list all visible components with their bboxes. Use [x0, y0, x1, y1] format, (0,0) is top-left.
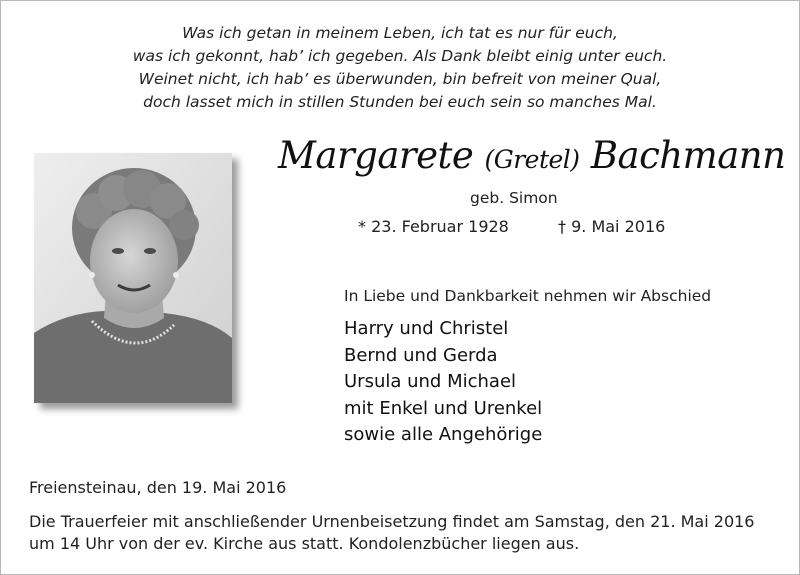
- mourner-entry: Bernd und Gerda: [344, 344, 498, 366]
- mourner-entry: mit Enkel und Urenkel: [344, 397, 543, 419]
- service-line: um 14 Uhr von der ev. Kirche aus statt. Kondolenzbücher liegen aus.: [29, 534, 580, 553]
- deceased-name: [278, 134, 785, 177]
- portrait-photo: [34, 153, 232, 403]
- last-name: Bachmann: [590, 134, 786, 177]
- place-and-date: Freiensteinau, den 19. Mai 2016: [29, 478, 287, 497]
- mourner-entry: sowie alle Angehörige: [344, 424, 543, 445]
- farewell-text: In Liebe und Dankbarkeit nehmen wir Abschied: [344, 287, 712, 305]
- poem-line: doch lasset mich in stillen Stunden bei euch sein so manches Mal.: [143, 93, 657, 111]
- death-date: † 9. Mai 2016: [558, 217, 666, 236]
- mourner-entry: Ursula und Michael: [344, 371, 517, 392]
- portrait-image: [34, 153, 232, 403]
- mourners-list: [344, 316, 542, 449]
- poem-line: Was ich getan in meinem Leben, ich tat es nur für euch,: [182, 24, 618, 42]
- poem-line: Weinet nicht, ich hab’ es überwunden, bin befreit von meiner Qual,: [138, 70, 662, 88]
- memorial-poem: [0, 22, 800, 114]
- birth-name: geb. Simon: [470, 189, 558, 207]
- poem-line: was ich gekonnt, hab’ ich gegeben. Als Dank bleibt einig unter euch.: [132, 47, 668, 65]
- mourner-entry: Harry und Christel: [344, 318, 509, 339]
- birth-date: * 23. Februar 1928: [358, 217, 509, 236]
- nickname: (Gretel): [484, 145, 580, 174]
- service-line: Die Trauerfeier mit anschließender Urnenbeisetzung findet am Samstag, den 21. Mai 2016: [29, 512, 755, 531]
- first-name: Margarete: [278, 134, 474, 177]
- funeral-service-info: [29, 511, 789, 555]
